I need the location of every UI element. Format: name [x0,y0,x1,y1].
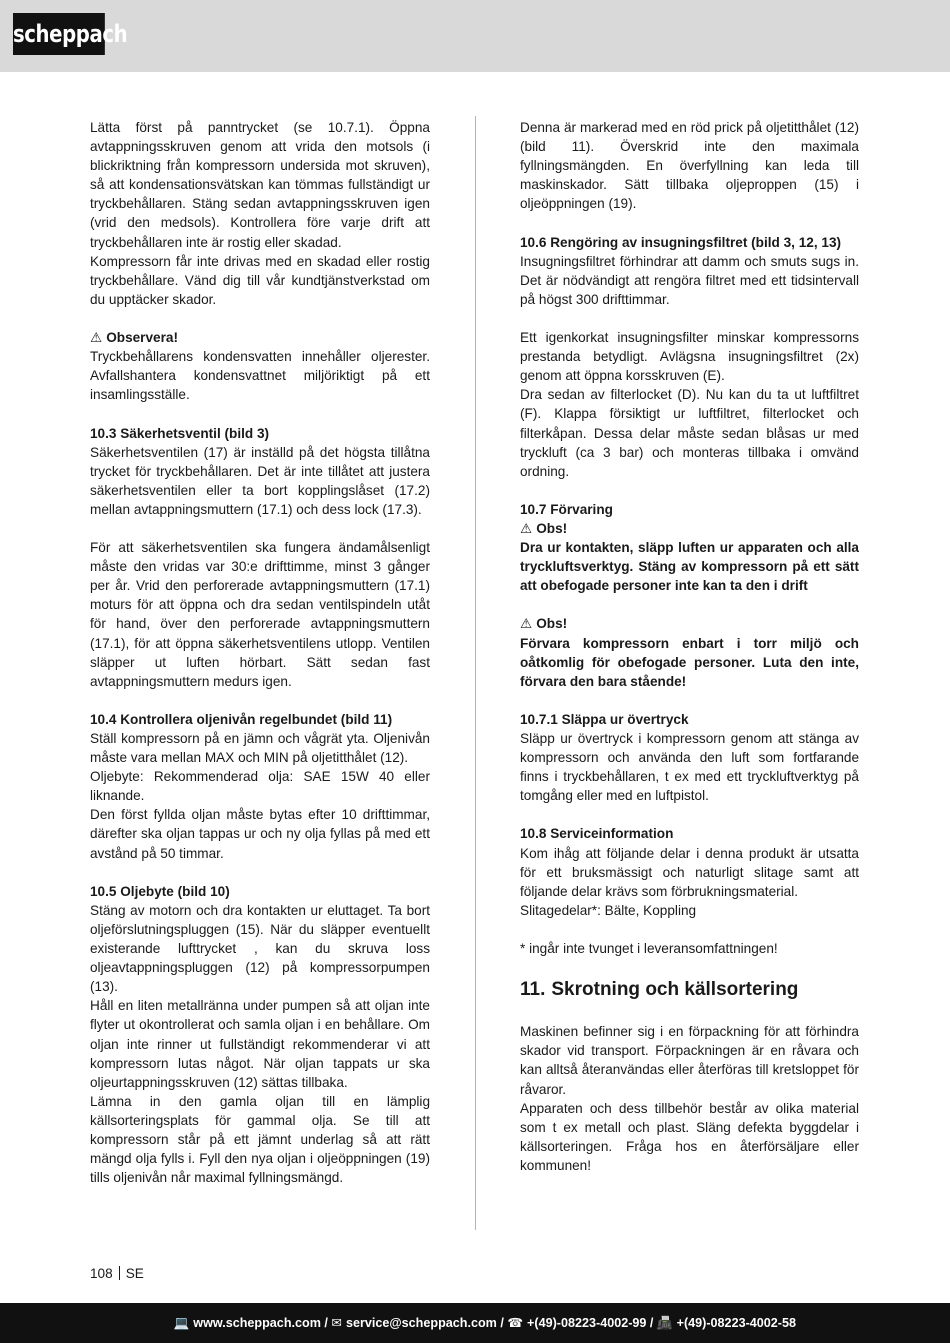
paragraph: Insugningsfiltret förhindrar att damm och smuts sugs in. Det är nödvändigt att rengöra filtret med ett tidsintervall på högst 300 drifttimmar. [520,253,859,307]
paragraph: Kompressorn får inte drivas med en skadad eller rostig tryckbehållare. Vänd dig till vår kundtjänstverkstad om du upptäcker skador. [90,253,430,307]
obs-label: ⚠ Obs! [520,519,859,538]
paragraph: Säkerhetsventilen (17) är inställd på det högsta tillåtna trycket för tryckbehållaren. Det är inte tillåtet att justera säkerhetsventilen eller ta bort kopplingslåset (17.2) mellan avtappningsmuttern (17.1) och dess lock (17.3). [90,444,430,517]
section-heading-10-4: 10.4 Kontrollera oljenivån regelbundet (bild 11) [90,711,393,727]
paragraph: Lämna in den gamla oljan till en lämplig källsorteringsplats för gammal olja. Se till att kompressorn står på ett jämnt underlag så att rätt mängd olja fylls i. Fyll den nya oljan i oljeöppningen (19) tills oljenivån når maximal fyllningsmängd. [90,1093,430,1186]
paragraph: Denna är markerad med en röd prick på oljetitthålet (12) (bild 11). Överskrid inte den maximala fyllningsmängden. En överfyllning kan leda till maskinskador. Sätt tillbaka oljeproppen (15) i oljeöppningen (19). [520,120,859,212]
footer-fax: +(49)-08223-4002-58 [676,1316,796,1330]
section-heading-10-6: 10.6 Rengöring av insugningsfiltret (bild 3, 12, 13) [520,234,842,250]
right-column [520,118,859,1175]
fax-icon: 📠 [656,1316,673,1330]
footer-bar [0,1303,950,1343]
paragraph: Apparaten och dess tillbehör består av olika material som t ex metall och plast. Släng defekta byggdelar i källsorteringen. Fråga hos en återförsäljare eller kommunen! [520,1100,859,1173]
obs-label: ⚠ Obs! [520,614,859,633]
mail-icon: ✉ [331,1316,342,1330]
paragraph: Kom ihåg att följande delar i denna produkt är utsatta för ett bruksmässigt och naturligt slitage samt att följande delar krävs som förbrukningsmaterial. [520,845,859,899]
footer-website[interactable]: www.scheppach.com / [193,1316,328,1330]
warning-text: Dra ur kontakten, släpp luften ur apparaten och alla tryckluftsverktyg. Stäng av kompressorn på ett sätt att obefogade personer inte kan ta den i drift [520,540,859,594]
paragraph: Stäng av motorn och dra kontakten ur eluttaget. Ta bort oljeförslutningspluggen (15). När du släpper eventuellt existerande lufttrycket , kan du skruva loss oljeavtappningspluggen (12) på kompressorpumpen (13). [90,902,430,995]
section-heading-10-7-1: 10.7.1 Släppa ur övertryck [520,711,689,727]
paragraph: Dra sedan av filterlocket (D). Nu kan du ta ut luftfiltret (F). Klappa försiktigt ur luftfiltret, filterlocket och filterkåpan. Dessa delar måste sedan blåsas ur med tryckluft (ca 3 bar) och monteras tillbaka i omvänd ordning. [520,387,859,479]
left-column [90,118,430,1187]
paragraph: Den först fyllda oljan måste bytas efter 10 drifttimmar, därefter ska oljan tappas ur och ny olja fyllas på med ett avstånd på 50 timmar. [90,807,430,861]
paragraph: Maskinen befinner sig i en förpackning för att förhindra skador vid transport. Förpackningen är en råvara och kan alltså återanvändas eller återföras till kretsloppet för råvaror. [520,1024,859,1097]
warning-icon: ⚠ [90,330,103,346]
paragraph: För att säkerhetsventilen ska fungera ändamålsenligt måste den vridas var 30:e drifttimme, minst 3 gånger per år. Vrid den perforerade avtappningsmuttern (17.1) moturs för att öppna och dra sedan ventilspindeln utåt för hand, över den perforerade avtappningsmuttern (17.1), för att öppna säkerhetsventilens utlopp. Ventilen släpper ut luften hörbart. Sätt sedan fast avtappningsmuttern medurs igen. [90,540,430,689]
chapter-heading-11: 11. Skrotning och källsortering [520,979,799,1001]
section-heading-10-5: 10.5 Oljebyte (bild 10) [90,883,230,899]
footer-phone: +(49)-08223-4002-99 / [527,1316,654,1330]
footnote: * ingår inte tvunget i leveransomfattningen! [520,941,778,957]
paragraph: Lätta först på panntrycket (se 10.7.1). Öppna avtappningsskruven genom att vrida den motsols (i blickriktning från kompressorn undersida mot skruven), så att kondensationsvätskan kan tömmas fullständigt ur tryckbehållaren. Stäng sedan avtappningsskruven igen (vrid den medsols). Kontrollera före varje drift att tryckbehållaren inte är rostig eller skadad. [90,120,430,250]
paragraph: Släpp ur övertryck i kompressorn genom att stänga av kompressorn och använda den luft som fortfarande finns i tryckbehållaren, t ex med ett tryckluftverktyg på tomgång eller med en luftpistol. [520,731,859,804]
warning-text: Förvara kompressorn enbart i torr miljö och oåtkomlig för obefogade personer. Luta den inte, förvara den bara stående! [520,635,859,689]
paragraph: Tryckbehållarens kondensvatten innehåller oljerester. Avfallshantera kondensvattnet miljöriktigt på ett insamlingsställe. [90,349,430,403]
column-divider [475,116,476,1230]
warning-icon: ⚠ [520,520,533,536]
section-heading-10-8: 10.8 Serviceinformation [520,826,674,842]
paragraph: Oljebyte: Rekommenderad olja: SAE 15W 40 eller liknande. [90,769,430,804]
computer-icon: 💻 [173,1316,190,1330]
paragraph: Ett igenkorkat insugningsfilter minskar kompressorns prestanda betydligt. Avlägsna insugningsfiltret (2x) genom att öppna korsskruven (E). [520,330,859,384]
footer-email[interactable]: service@scheppach.com / [345,1316,504,1330]
observe-heading: ⚠ Observera! [90,328,430,347]
header-band [0,0,950,72]
page-number [90,1264,144,1283]
paragraph: Ställ kompressorn på en jämn och vågrät yta. Oljenivån måste vara mellan MAX och MIN på oljetitthålet (12). [90,731,430,766]
page-number-value: 108 [90,1266,113,1281]
paragraph: Slitagedelar*: Bälte, Koppling [520,902,697,918]
page-language: SE [125,1266,144,1281]
section-heading-10-3: 10.3 Säkerhetsventil (bild 3) [90,425,270,441]
warning-icon: ⚠ [520,616,533,632]
brand-logo[interactable]: scheppach [13,13,105,55]
paragraph: Håll en liten metallränna under pumpen så att oljan inte flyter ut okontrollerat och samla oljan i en behållare. Om oljan inte rinner ut fullständigt rekommenderar vi att kompressorn lutas något. När oljan tappats ur ska oljeurtappningsskruven (12) sättas tillbaka. [90,998,430,1090]
footer-contacts [174,1303,796,1343]
phone-icon: ☎ [507,1316,524,1330]
section-heading-10-7: 10.7 Förvaring [520,501,613,517]
page-separator [119,1266,120,1280]
